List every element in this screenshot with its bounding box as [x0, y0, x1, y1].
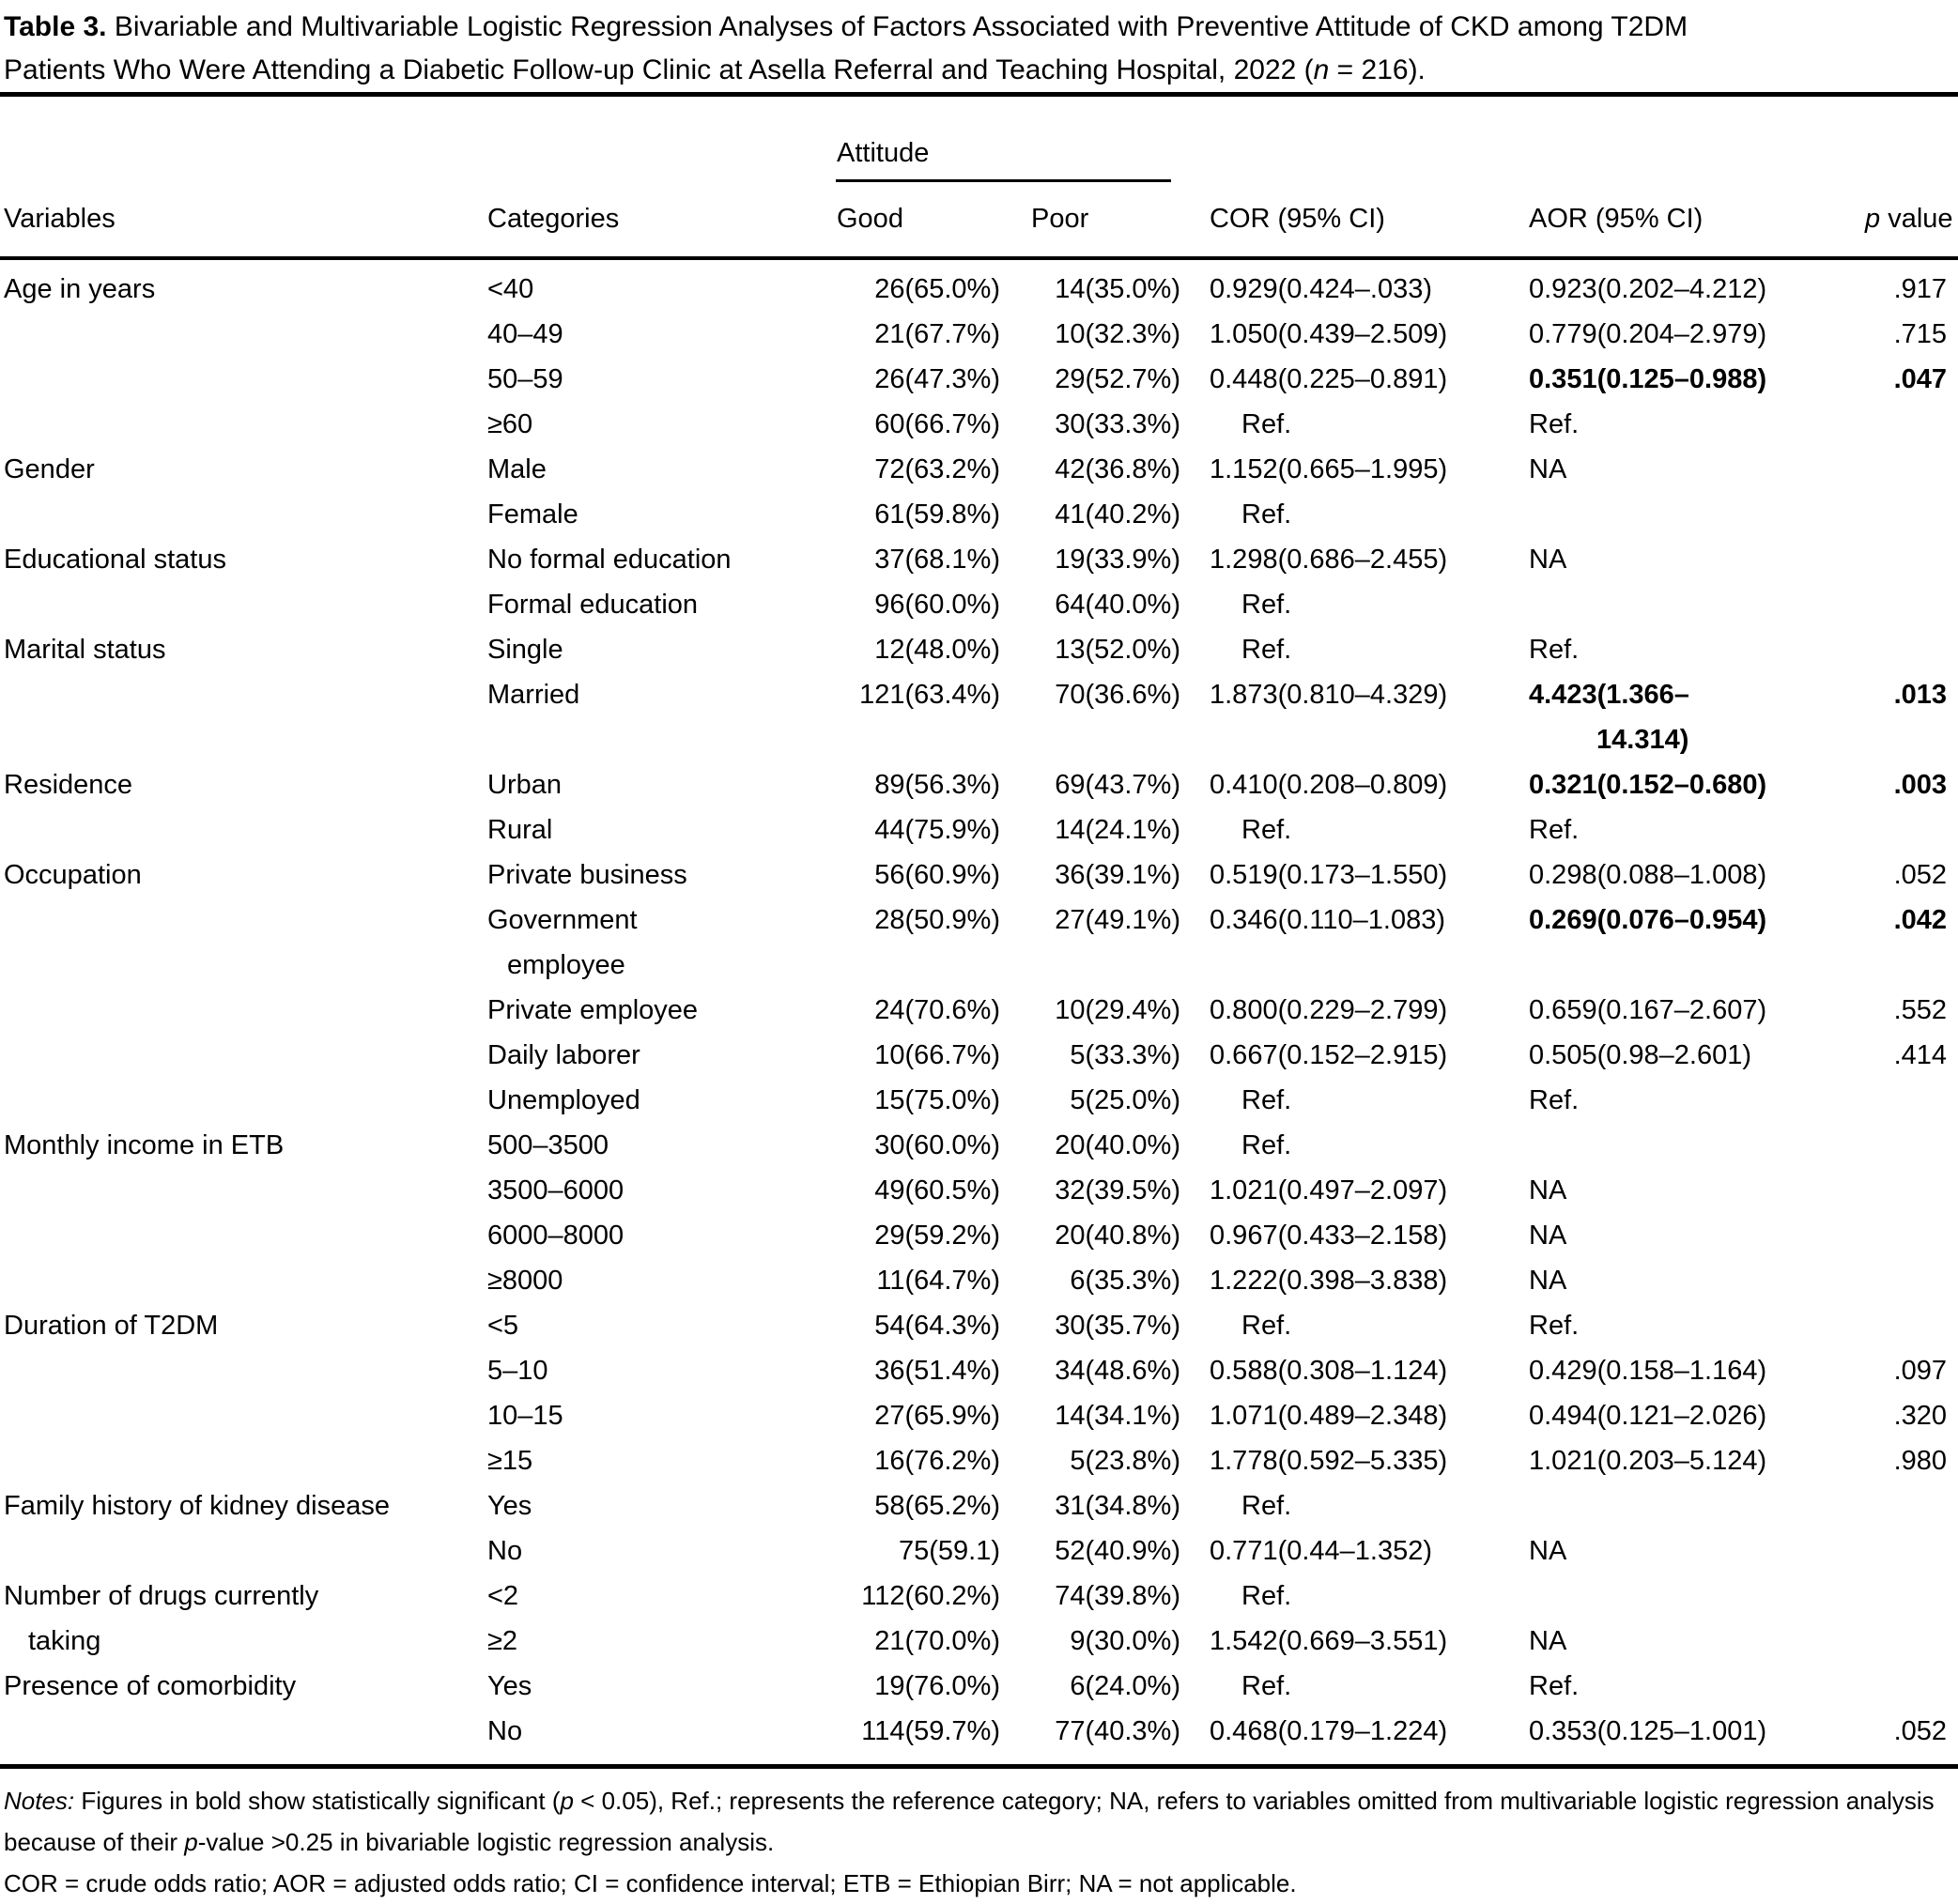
good-cell: 12(48.0%)	[874, 635, 1000, 665]
cor-cell: 0.346(0.110–1.083)	[1210, 905, 1446, 935]
good-cell: 30(60.0%)	[874, 1130, 1000, 1160]
p-cell	[1864, 1168, 1958, 1213]
poor-cell: 69(43.7%)	[1055, 770, 1180, 800]
table-row	[0, 447, 1958, 492]
variable-cell: Marital status	[4, 635, 166, 665]
aor-cell: NA	[1529, 1626, 1567, 1656]
aor-cell: 4.423(1.366–	[1529, 680, 1689, 710]
variable-cell: Educational status	[4, 545, 226, 575]
category-cell: Married	[487, 680, 580, 710]
category-cell: Single	[487, 635, 563, 665]
variable-cell	[0, 1528, 486, 1574]
cor-cell: 1.222(0.398–3.838)	[1210, 1266, 1448, 1296]
category-cell: Rural	[487, 815, 553, 845]
p-cell	[1864, 717, 1958, 762]
good-cell: 121(63.4%)	[859, 680, 1000, 710]
p-cell	[1864, 943, 1958, 988]
table-row	[0, 1348, 1958, 1393]
poor-cell: 20(40.0%)	[1055, 1130, 1180, 1160]
category-cell: <2	[487, 1581, 519, 1611]
category-cell: Formal education	[487, 590, 699, 620]
poor-cell: 13(52.0%)	[1055, 635, 1180, 665]
category-cell: Urban	[487, 770, 562, 800]
p-cell	[1864, 1574, 1958, 1619]
good-cell: 10(66.7%)	[874, 1040, 1000, 1070]
p-cell: .715	[1893, 319, 1948, 349]
table-row	[0, 1574, 1958, 1619]
good-cell	[836, 943, 1001, 988]
group-header-row	[0, 95, 1958, 183]
cor-cell: Ref.	[1241, 1085, 1292, 1115]
good-cell: 37(68.1%)	[874, 545, 1000, 575]
category-cell: No formal education	[487, 545, 732, 575]
p-cell	[1864, 402, 1958, 447]
variable-cell	[0, 807, 486, 852]
poor-cell	[1001, 717, 1181, 762]
p-cell	[1864, 1664, 1958, 1709]
good-cell: 44(75.9%)	[874, 815, 1000, 845]
good-cell: 56(60.9%)	[874, 860, 1000, 890]
category-cell: <5	[487, 1311, 519, 1341]
poor-cell	[1001, 943, 1181, 988]
poor-cell: 5(23.8%)	[1070, 1446, 1180, 1476]
aor-cell: 1.021(0.203–5.124)	[1529, 1446, 1767, 1476]
p-cell: .047	[1893, 364, 1948, 394]
category-cell: Yes	[487, 1671, 532, 1701]
table-row	[0, 1213, 1958, 1258]
aor-cell: NA	[1529, 1221, 1567, 1251]
category-cell: 500–3500	[487, 1130, 609, 1160]
variable-cell: Family history of kidney disease	[4, 1491, 390, 1521]
table-row	[0, 537, 1958, 582]
p-cell	[1864, 1123, 1958, 1168]
variable-cell	[0, 1393, 486, 1438]
variable-cell	[0, 1168, 486, 1213]
cor-cell: 0.468(0.179–1.224)	[1210, 1716, 1448, 1746]
good-cell: 29(59.2%)	[874, 1221, 1000, 1251]
cor-cell: 1.021(0.497–2.097)	[1210, 1175, 1448, 1205]
table-row	[0, 717, 1958, 762]
cor-cell: Ref.	[1241, 1311, 1292, 1341]
variable-cell: Presence of comorbidity	[4, 1671, 297, 1701]
aor-cell: Ref.	[1529, 635, 1580, 665]
poor-cell: 31(34.8%)	[1055, 1491, 1180, 1521]
table-row	[0, 1078, 1958, 1123]
category-cell: <40	[487, 274, 534, 304]
variable-cell	[0, 1078, 486, 1123]
p-cell: .320	[1893, 1401, 1948, 1431]
p-cell: .042	[1893, 905, 1948, 935]
table-row	[0, 1393, 1958, 1438]
category-cell: employee	[507, 950, 625, 980]
poor-header: Poor	[1001, 182, 1181, 258]
variable-cell	[0, 988, 486, 1033]
cor-cell: 0.519(0.173–1.550)	[1210, 860, 1448, 890]
variable-cell: Gender	[4, 454, 95, 484]
categories-header: Categories	[486, 182, 836, 258]
p-cell: .917	[1893, 274, 1948, 304]
poor-cell: 14(35.0%)	[1055, 274, 1180, 304]
good-cell: 27(65.9%)	[874, 1401, 1000, 1431]
cor-cell: 0.410(0.208–0.809)	[1210, 770, 1448, 800]
good-cell: 54(64.3%)	[874, 1311, 1000, 1341]
aor-cell: 0.351(0.125–0.988)	[1529, 364, 1767, 394]
notes-line-2: COR = crude odds ratio; AOR = adjusted odds ratio; CI = confidence interval; ETB = Ethiopian Birr; NA = not applicable.	[4, 1869, 1297, 1897]
good-cell: 112(60.2%)	[861, 1581, 1000, 1611]
variables-header: Variables	[0, 182, 486, 258]
p-cell	[1864, 447, 1958, 492]
cor-cell: 1.298(0.686–2.455)	[1210, 545, 1448, 575]
table-number: Table 3.	[4, 11, 107, 42]
p-cell	[1864, 582, 1958, 627]
aor-cell	[1521, 492, 1864, 537]
attitude-group-header	[836, 95, 1181, 183]
table-row	[0, 1528, 1958, 1574]
table-row	[0, 1483, 1958, 1528]
variable-cell	[0, 717, 486, 762]
p-cell	[1864, 537, 1958, 582]
table-row	[0, 582, 1958, 627]
variable-cell	[0, 1348, 486, 1393]
regression-table	[0, 92, 1958, 1769]
column-header-row	[0, 182, 1958, 258]
poor-cell: 19(33.9%)	[1055, 545, 1180, 575]
poor-cell: 30(33.3%)	[1055, 409, 1180, 439]
variable-cell: Monthly income in ETB	[4, 1130, 285, 1160]
poor-cell: 41(40.2%)	[1055, 499, 1180, 530]
variable-cell	[0, 402, 486, 447]
aor-cell	[1521, 943, 1864, 988]
good-cell: 21(67.7%)	[874, 319, 1000, 349]
good-cell: 89(56.3%)	[874, 770, 1000, 800]
p-cell: .414	[1893, 1040, 1948, 1070]
attitude-underline	[836, 179, 1171, 182]
poor-cell: 10(29.4%)	[1055, 995, 1180, 1025]
p-cell	[1864, 1303, 1958, 1348]
poor-cell: 70(36.6%)	[1055, 680, 1180, 710]
table-header	[0, 95, 1958, 259]
poor-cell: 77(40.3%)	[1055, 1716, 1180, 1746]
table-row	[0, 627, 1958, 672]
poor-cell: 5(25.0%)	[1070, 1085, 1180, 1115]
category-cell: Yes	[487, 1491, 532, 1521]
variable-cell	[0, 943, 486, 988]
cor-cell: 0.929(0.424–.033)	[1210, 274, 1433, 304]
cor-cell: 1.778(0.592–5.335)	[1210, 1446, 1448, 1476]
good-cell: 58(65.2%)	[874, 1491, 1000, 1521]
poor-cell: 42(36.8%)	[1055, 454, 1180, 484]
variable-cell	[0, 1258, 486, 1303]
cor-cell: Ref.	[1241, 1581, 1292, 1611]
category-cell: 40–49	[487, 319, 563, 349]
table-row	[0, 672, 1958, 717]
attitude-label: Attitude	[837, 138, 930, 168]
aor-cell: Ref.	[1529, 1085, 1580, 1115]
category-cell: Female	[487, 499, 578, 530]
cor-header: COR (95% CI)	[1181, 182, 1521, 258]
aor-cell	[1521, 1483, 1864, 1528]
cor-cell: Ref.	[1241, 590, 1292, 620]
aor-cell: Ref.	[1529, 815, 1580, 845]
cor-cell: 1.873(0.810–4.329)	[1210, 680, 1448, 710]
poor-cell: 27(49.1%)	[1055, 905, 1180, 935]
variable-cell: Number of drugs currently	[4, 1581, 319, 1611]
poor-cell: 32(39.5%)	[1055, 1175, 1180, 1205]
cor-cell: Ref.	[1241, 1491, 1292, 1521]
aor-cell: Ref.	[1529, 1311, 1580, 1341]
category-cell: No	[487, 1536, 523, 1566]
variable-cell: taking	[28, 1626, 101, 1656]
variable-cell: Occupation	[4, 860, 142, 890]
good-cell: 15(75.0%)	[874, 1085, 1000, 1115]
cor-cell	[1181, 943, 1521, 988]
good-cell: 16(76.2%)	[874, 1446, 1000, 1476]
table-row	[0, 898, 1958, 943]
variable-cell: Duration of T2DM	[4, 1311, 219, 1341]
cor-cell: 1.152(0.665–1.995)	[1210, 454, 1448, 484]
aor-cell: NA	[1529, 454, 1567, 484]
category-cell: ≥8000	[487, 1266, 563, 1296]
page-title	[0, 0, 1958, 92]
table-row	[0, 312, 1958, 357]
category-cell: Daily laborer	[487, 1040, 640, 1070]
good-cell: 28(50.9%)	[874, 905, 1000, 935]
p-cell	[1864, 1078, 1958, 1123]
category-cell: 5–10	[487, 1356, 548, 1386]
category-cell: Male	[487, 454, 547, 484]
poor-cell: 20(40.8%)	[1055, 1221, 1180, 1251]
cor-cell: Ref.	[1241, 1671, 1292, 1701]
variable-cell	[0, 492, 486, 537]
category-cell	[486, 717, 836, 762]
cor-cell: 0.667(0.152–2.915)	[1210, 1040, 1448, 1070]
variable-cell	[0, 1709, 486, 1767]
poor-cell: 30(35.7%)	[1055, 1311, 1180, 1341]
good-cell: 19(76.0%)	[874, 1671, 1000, 1701]
good-cell: 36(51.4%)	[874, 1356, 1000, 1386]
table-row	[0, 1664, 1958, 1709]
good-cell: 114(59.7%)	[861, 1716, 1000, 1746]
category-cell: Unemployed	[487, 1085, 640, 1115]
category-cell: No	[487, 1716, 523, 1746]
aor-cell: NA	[1529, 545, 1567, 575]
variable-cell	[0, 312, 486, 357]
table-row	[0, 1303, 1958, 1348]
p-cell	[1864, 1619, 1958, 1664]
table-row	[0, 807, 1958, 852]
poor-cell: 5(33.3%)	[1070, 1040, 1180, 1070]
cor-cell: Ref.	[1241, 815, 1292, 845]
aor-cell: 14.314)	[1596, 725, 1689, 755]
p-cell: .052	[1893, 1716, 1948, 1746]
good-cell: 60(66.7%)	[874, 409, 1000, 439]
p-cell	[1864, 1258, 1958, 1303]
table-row	[0, 1619, 1958, 1664]
variable-cell	[0, 898, 486, 943]
poor-cell: 14(24.1%)	[1055, 815, 1180, 845]
category-cell: ≥2	[487, 1626, 518, 1656]
p-cell: .980	[1893, 1446, 1948, 1476]
variable-cell	[0, 672, 486, 717]
poor-cell: 64(40.0%)	[1055, 590, 1180, 620]
good-cell: 72(63.2%)	[874, 454, 1000, 484]
table-body	[0, 258, 1958, 1767]
aor-cell: NA	[1529, 1536, 1567, 1566]
variable-cell	[0, 1438, 486, 1483]
table-row	[0, 852, 1958, 898]
aor-cell: Ref.	[1529, 1671, 1580, 1701]
table-row	[0, 1438, 1958, 1483]
category-cell: ≥15	[487, 1446, 533, 1476]
poor-cell: 6(35.3%)	[1070, 1266, 1180, 1296]
category-cell: 6000–8000	[487, 1221, 624, 1251]
cor-cell: 0.448(0.225–0.891)	[1210, 364, 1448, 394]
cor-cell: 1.071(0.489–2.348)	[1210, 1401, 1448, 1431]
poor-cell: 52(40.9%)	[1055, 1536, 1180, 1566]
p-cell: .013	[1893, 680, 1948, 710]
aor-header: AOR (95% CI)	[1521, 182, 1864, 258]
cor-cell: Ref.	[1241, 1130, 1292, 1160]
p-cell: .052	[1893, 860, 1948, 890]
p-cell: .003	[1893, 770, 1948, 800]
poor-cell: 36(39.1%)	[1055, 860, 1180, 890]
aor-cell: 0.659(0.167–2.607)	[1529, 995, 1767, 1025]
variable-cell	[0, 1033, 486, 1078]
category-cell: Government	[487, 905, 638, 935]
table-row	[0, 1123, 1958, 1168]
p-cell	[1864, 1483, 1958, 1528]
p-cell	[1864, 1528, 1958, 1574]
aor-cell: 0.923(0.202–4.212)	[1529, 274, 1767, 304]
category-cell: 3500–6000	[487, 1175, 624, 1205]
cor-cell: 1.050(0.439–2.509)	[1210, 319, 1448, 349]
notes-line-1: Notes: Figures in bold show statistically significant (p < 0.05), Ref.; represents the reference category; NA, refers to variables omitted from multivariable logistic regression analysis because of their p-value >0.25 in bivariable logistic regression analysis.	[4, 1787, 1935, 1856]
category-cell: 50–59	[487, 364, 563, 394]
poor-cell: 34(48.6%)	[1055, 1356, 1180, 1386]
table-row	[0, 1709, 1958, 1767]
poor-cell: 14(34.1%)	[1055, 1401, 1180, 1431]
good-cell: 24(70.6%)	[874, 995, 1000, 1025]
aor-cell: 0.269(0.076–0.954)	[1529, 905, 1767, 935]
good-cell: 26(65.0%)	[874, 274, 1000, 304]
aor-cell: 0.298(0.088–1.008)	[1529, 860, 1767, 890]
title-line-2: Patients Who Were Attending a Diabetic Follow-up Clinic at Asella Referral and Teaching Hospital, 2022 (n = 216).	[4, 54, 1426, 85]
table-row	[0, 402, 1958, 447]
aor-cell: 0.505(0.98–2.601)	[1529, 1040, 1752, 1070]
p-cell	[1864, 807, 1958, 852]
title-line-1: Table 3. Bivariable and Multivariable Logistic Regression Analyses of Factors Associated with Preventive Attitude of CKD among T2DM	[4, 11, 1688, 42]
aor-cell	[1521, 582, 1864, 627]
table-row	[0, 492, 1958, 537]
table-row	[0, 762, 1958, 807]
poor-cell: 10(32.3%)	[1055, 319, 1180, 349]
aor-cell	[1521, 1123, 1864, 1168]
cor-cell: 0.771(0.44–1.352)	[1210, 1536, 1433, 1566]
cor-cell	[1181, 717, 1521, 762]
aor-cell: NA	[1529, 1175, 1567, 1205]
good-cell: 21(70.0%)	[874, 1626, 1000, 1656]
good-header: Good	[836, 182, 1001, 258]
aor-cell: 0.494(0.121–2.026)	[1529, 1401, 1767, 1431]
variable-cell	[0, 582, 486, 627]
category-cell: ≥60	[487, 409, 533, 439]
good-cell: 11(64.7%)	[876, 1266, 1000, 1296]
variable-cell	[0, 1213, 486, 1258]
aor-cell	[1521, 1574, 1864, 1619]
table-row	[0, 1033, 1958, 1078]
cor-cell: Ref.	[1241, 499, 1292, 530]
p-cell: .552	[1893, 995, 1948, 1025]
category-cell: Private employee	[487, 995, 699, 1025]
table-row	[0, 943, 1958, 988]
cor-cell: 0.800(0.229–2.799)	[1210, 995, 1448, 1025]
aor-cell: 0.321(0.152–0.680)	[1529, 770, 1767, 800]
table-row	[0, 988, 1958, 1033]
aor-cell: NA	[1529, 1266, 1567, 1296]
good-cell: 26(47.3%)	[874, 364, 1000, 394]
p-cell	[1864, 627, 1958, 672]
good-cell: 49(60.5%)	[874, 1175, 1000, 1205]
good-cell: 75(59.1)	[898, 1536, 1000, 1566]
aor-cell: 0.429(0.158–1.164)	[1529, 1356, 1767, 1386]
poor-cell: 9(30.0%)	[1070, 1626, 1180, 1656]
p-cell	[1864, 1213, 1958, 1258]
table-notes	[4, 1780, 1954, 1904]
category-cell: Private business	[487, 860, 687, 890]
p-value-header: p value	[1864, 182, 1958, 258]
poor-cell: 6(24.0%)	[1070, 1671, 1180, 1701]
variable-cell: Residence	[4, 770, 133, 800]
cor-cell: 0.967(0.433–2.158)	[1210, 1221, 1448, 1251]
cor-cell: 0.588(0.308–1.124)	[1210, 1356, 1448, 1386]
aor-cell: Ref.	[1529, 409, 1580, 439]
poor-cell: 74(39.8%)	[1055, 1581, 1180, 1611]
cor-cell: Ref.	[1241, 409, 1292, 439]
table-row	[0, 357, 1958, 402]
table-row	[0, 258, 1958, 312]
p-cell	[1864, 492, 1958, 537]
poor-cell: 29(52.7%)	[1055, 364, 1180, 394]
category-cell: 10–15	[487, 1401, 563, 1431]
good-cell: 61(59.8%)	[874, 499, 1000, 530]
good-cell: 96(60.0%)	[874, 590, 1000, 620]
table-row	[0, 1258, 1958, 1303]
aor-cell: 0.779(0.204–2.979)	[1529, 319, 1767, 349]
p-cell: .097	[1893, 1356, 1948, 1386]
table-row	[0, 1168, 1958, 1213]
good-cell	[836, 717, 1001, 762]
aor-cell: 0.353(0.125–1.001)	[1529, 1716, 1767, 1746]
variable-cell: Age in years	[4, 274, 156, 304]
cor-cell: Ref.	[1241, 635, 1292, 665]
variable-cell	[0, 357, 486, 402]
cor-cell: 1.542(0.669–3.551)	[1210, 1626, 1448, 1656]
